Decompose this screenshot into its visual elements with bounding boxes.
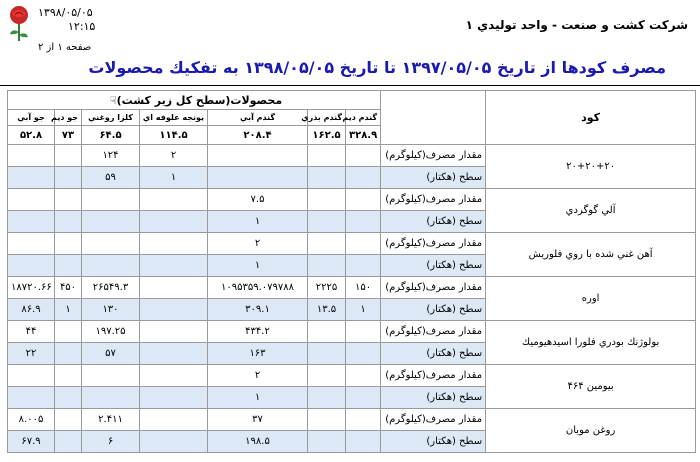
area-value xyxy=(8,211,55,233)
area-value: ۶ xyxy=(82,431,140,453)
usage-value: ۱۵۰ xyxy=(346,277,381,299)
area-value: ۱ xyxy=(346,299,381,321)
area-label: سطح (هكتار) xyxy=(381,211,486,233)
area-value xyxy=(8,387,55,409)
usage-value xyxy=(308,321,346,343)
usage-label: مقدار مصرف(كيلوگرم) xyxy=(381,409,486,431)
area-value: ۶۷.۹ xyxy=(8,431,55,453)
usage-value xyxy=(8,145,55,167)
products-header xyxy=(8,91,381,110)
usage-value xyxy=(82,189,140,211)
area-value xyxy=(308,343,346,365)
area-value xyxy=(8,255,55,277)
area-value: ۱ xyxy=(140,167,208,189)
area-label: سطح (هكتار) xyxy=(381,387,486,409)
usage-value xyxy=(55,145,82,167)
usage-value xyxy=(346,189,381,211)
header-row xyxy=(8,91,696,110)
fertilizer-name: ۲۰+۲۰+۲۰ xyxy=(486,145,696,189)
area-value xyxy=(308,167,346,189)
usage-value: ۴۳۴.۲ xyxy=(208,321,308,343)
usage-value xyxy=(308,409,346,431)
column-total: ۵۲.۸ xyxy=(8,126,55,145)
usage-row xyxy=(8,189,696,211)
column-header: جو آبي xyxy=(8,110,55,126)
area-label: سطح (هكتار) xyxy=(381,343,486,365)
usage-value xyxy=(82,233,140,255)
usage-row xyxy=(8,321,696,343)
area-value xyxy=(8,167,55,189)
area-value: ۱ xyxy=(208,387,308,409)
usage-value xyxy=(8,233,55,255)
column-header: گندم ديم xyxy=(346,110,381,126)
area-value: ۱۳.۵ xyxy=(308,299,346,321)
usage-value xyxy=(208,145,308,167)
area-value xyxy=(140,387,208,409)
header-divider xyxy=(0,85,700,86)
usage-value: ۲۲۲۵ xyxy=(308,277,346,299)
column-header: گندم بذري xyxy=(308,110,346,126)
area-value: ۲۲ xyxy=(8,343,55,365)
usage-row xyxy=(8,233,696,255)
area-label: سطح (هكتار) xyxy=(381,167,486,189)
usage-value: ۱۹۷.۲۵ xyxy=(82,321,140,343)
fertilizer-name: آلي گوگردي xyxy=(486,189,696,233)
usage-label: مقدار مصرف(كيلوگرم) xyxy=(381,233,486,255)
area-value xyxy=(55,255,82,277)
usage-value: ۸.۰۰۵ xyxy=(8,409,55,431)
usage-row xyxy=(8,409,696,431)
usage-value: ۷.۵ xyxy=(208,189,308,211)
area-value: ۵۹ xyxy=(82,167,140,189)
area-value: ۱۹۸.۵ xyxy=(208,431,308,453)
column-total: ۱۱۴.۵ xyxy=(140,126,208,145)
usage-value xyxy=(140,409,208,431)
usage-value xyxy=(346,145,381,167)
usage-value xyxy=(82,365,140,387)
area-value xyxy=(55,343,82,365)
usage-value: ۲۶۵۴۹.۳ xyxy=(82,277,140,299)
usage-row xyxy=(8,365,696,387)
area-value xyxy=(82,211,140,233)
fertilizer-header: كود xyxy=(486,91,696,145)
area-value: ۱۳۰ xyxy=(82,299,140,321)
usage-value xyxy=(55,189,82,211)
area-value xyxy=(82,255,140,277)
usage-value xyxy=(8,189,55,211)
area-value xyxy=(140,255,208,277)
usage-label: مقدار مصرف(كيلوگرم) xyxy=(381,145,486,167)
usage-value xyxy=(308,145,346,167)
fertilizer-name: آهن غني شده با روي فلوريش xyxy=(486,233,696,277)
usage-row xyxy=(8,277,696,299)
report-time: ۱۲:۱۵ xyxy=(68,20,96,33)
area-label: سطح (هكتار) xyxy=(381,255,486,277)
area-value: ۱ xyxy=(208,211,308,233)
usage-value xyxy=(55,321,82,343)
area-label: سطح (هكتار) xyxy=(381,431,486,453)
area-value: ۳۰۹.۱ xyxy=(208,299,308,321)
report-date: ۱۳۹۸/۰۵/۰۵ xyxy=(38,6,93,19)
company-name: شركت كشت و صنعت - واحد توليدي ۱ xyxy=(465,18,688,32)
usage-value xyxy=(308,365,346,387)
area-value xyxy=(346,431,381,453)
usage-value: ۴۴ xyxy=(8,321,55,343)
area-value: ۱ xyxy=(55,299,82,321)
area-value xyxy=(140,431,208,453)
usage-value xyxy=(55,365,82,387)
area-value xyxy=(346,343,381,365)
area-value xyxy=(140,299,208,321)
usage-value xyxy=(55,233,82,255)
usage-value: ۱۲۴ xyxy=(82,145,140,167)
hand-pointer-icon: ☟ xyxy=(109,93,117,107)
usage-value: ۱۰۹۵۳۵۹.۰۷۹۷۸۸ xyxy=(208,277,308,299)
usage-label: مقدار مصرف(كيلوگرم) xyxy=(381,365,486,387)
products-header-text: محصولات(سطح كل زير كشت) xyxy=(116,93,283,107)
area-value: ۱۶۳ xyxy=(208,343,308,365)
usage-value xyxy=(308,189,346,211)
area-value xyxy=(55,167,82,189)
usage-value: ۲.۴۱۱ xyxy=(82,409,140,431)
usage-value: ۲ xyxy=(208,365,308,387)
fertilizer-name: بولوژنك بودري فلورا اسيدهيوميك xyxy=(486,321,696,365)
area-value xyxy=(308,255,346,277)
area-value: ۱ xyxy=(208,255,308,277)
usage-value xyxy=(346,365,381,387)
usage-value: ۴۵۰ xyxy=(55,277,82,299)
usage-label: مقدار مصرف(كيلوگرم) xyxy=(381,277,486,299)
page-number: صفحه ۱ از ۲ xyxy=(38,42,92,53)
usage-value xyxy=(346,233,381,255)
usage-value xyxy=(55,409,82,431)
usage-value: ۱۸۷۲۰.۶۶ xyxy=(8,277,55,299)
area-value xyxy=(308,431,346,453)
fertilizer-name: بيومين ۴۶۴ xyxy=(486,365,696,409)
column-total: ۶۴.۵ xyxy=(82,126,140,145)
column-total: ۲۰۸.۴ xyxy=(208,126,308,145)
area-value xyxy=(55,387,82,409)
area-label: سطح (هكتار) xyxy=(381,299,486,321)
usage-value xyxy=(308,233,346,255)
column-total: ۷۳ xyxy=(55,126,82,145)
usage-value xyxy=(140,277,208,299)
usage-value xyxy=(346,321,381,343)
area-value xyxy=(208,167,308,189)
usage-value: ۳۷ xyxy=(208,409,308,431)
rose-logo-icon xyxy=(4,4,34,42)
area-value xyxy=(308,387,346,409)
usage-value xyxy=(8,365,55,387)
area-value xyxy=(140,343,208,365)
usage-row xyxy=(8,145,696,167)
area-value xyxy=(346,255,381,277)
area-value xyxy=(55,431,82,453)
usage-value xyxy=(140,365,208,387)
area-value: ۸۶.۹ xyxy=(8,299,55,321)
fertilizer-name: روغن مويان xyxy=(486,409,696,453)
usage-value: ۲ xyxy=(140,145,208,167)
area-value xyxy=(308,211,346,233)
usage-value xyxy=(140,321,208,343)
column-header: گندم آبي xyxy=(208,110,308,126)
column-header: كلزا روغني xyxy=(82,110,140,126)
fertilizer-usage-table xyxy=(7,90,696,453)
report-title: مصرف كودها از تاريخ ۱۳۹۷/۰۵/۰۵ تا تاريخ ۱۳۹۸/۰۵/۰۵ به تفكيك محصولات xyxy=(88,58,666,77)
area-value xyxy=(346,167,381,189)
column-header: يونجه علوفه اي xyxy=(140,110,208,126)
fertilizer-name: اوره xyxy=(486,277,696,321)
column-total: ۱۶۲.۵ xyxy=(308,126,346,145)
area-value xyxy=(140,211,208,233)
usage-label: مقدار مصرف(كيلوگرم) xyxy=(381,321,486,343)
column-total: ۳۲۸.۹ xyxy=(346,126,381,145)
usage-value xyxy=(346,409,381,431)
area-value xyxy=(82,387,140,409)
area-value xyxy=(55,211,82,233)
usage-value xyxy=(140,233,208,255)
header-spacer xyxy=(381,91,486,145)
area-value xyxy=(346,211,381,233)
usage-value: ۲ xyxy=(208,233,308,255)
column-header: جو ديم xyxy=(55,110,82,126)
usage-value xyxy=(140,189,208,211)
area-value xyxy=(346,387,381,409)
area-value: ۵۷ xyxy=(82,343,140,365)
usage-label: مقدار مصرف(كيلوگرم) xyxy=(381,189,486,211)
